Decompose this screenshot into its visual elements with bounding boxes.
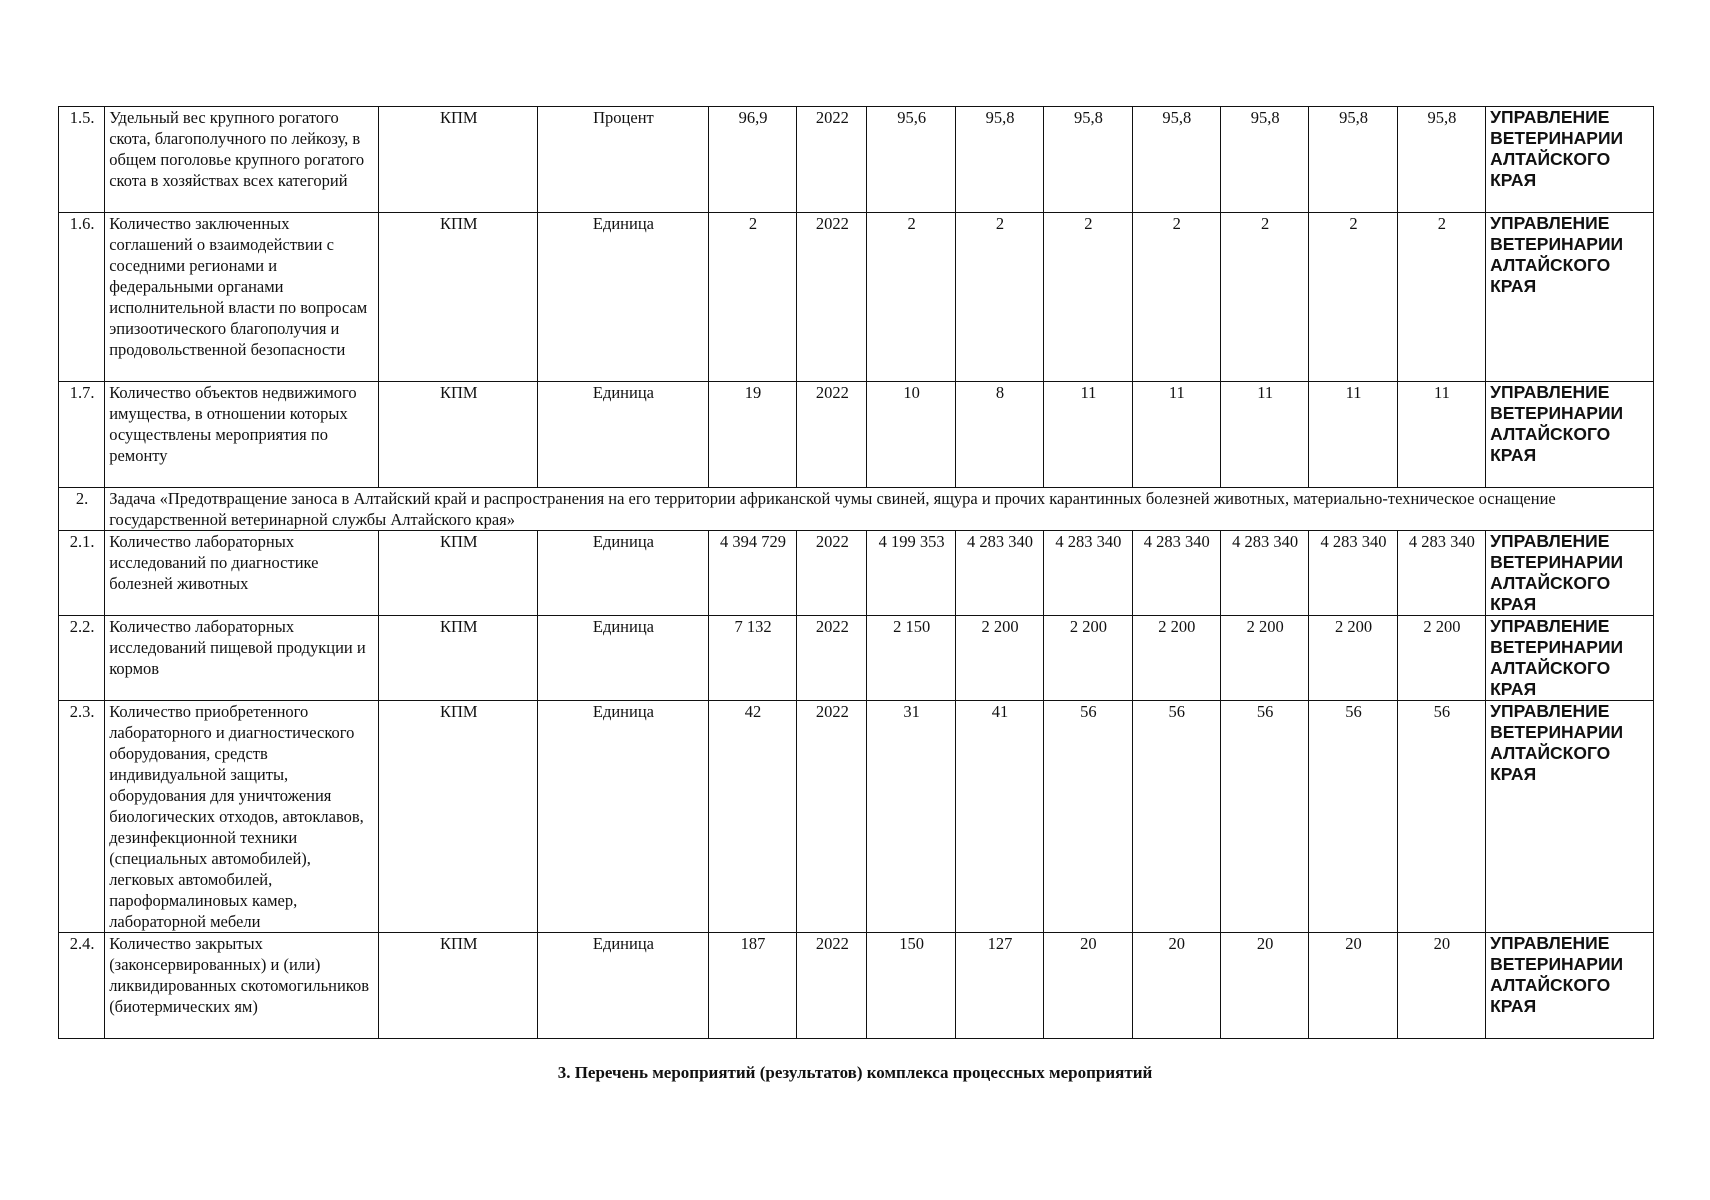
value-cell: 2 [1397,213,1485,382]
value-cell: 41 [955,701,1043,933]
value-cell: 10 [867,382,955,488]
row-number: 2.4. [59,933,105,1039]
responsible-org: УПРАВЛЕНИЕ ВЕТЕРИНАРИИ АЛТАЙСКОГО КРАЯ [1486,531,1654,616]
table-row [59,933,1654,1039]
base-year: 2022 [797,213,867,382]
base-value: 4 394 729 [708,531,796,616]
value-cell: 2 [1309,213,1397,382]
value-cell: 127 [955,933,1043,1039]
unit-cell: Единица [538,531,709,616]
value-cell: 2 [867,213,955,382]
value-cell: 95,8 [1309,107,1397,213]
value-cell: 4 283 340 [1220,531,1308,616]
value-cell: 4 199 353 [867,531,955,616]
value-cell: 20 [1220,933,1308,1039]
value-cell: 11 [1132,382,1220,488]
value-cell: 2 200 [1309,616,1397,701]
table-row [59,213,1654,382]
base-year: 2022 [797,531,867,616]
base-value: 19 [708,382,796,488]
base-value: 96,9 [708,107,796,213]
value-cell: 95,6 [867,107,955,213]
indicator-name: Количество приобретенного лабораторного и диагностического оборудования, средств индивидуальной защиты, оборудования для уничтожения биологических отходов, автоклавов, дезинфекционной техники (специальных автомобилей), легковых автомобилей, пароформалиновых камер, лабораторной мебели [105,701,379,933]
indicators-table [58,106,1654,1039]
value-cell: 95,8 [955,107,1043,213]
value-cell: 56 [1397,701,1485,933]
responsible-org: УПРАВЛЕНИЕ ВЕТЕРИНАРИИ АЛТАЙСКОГО КРАЯ [1486,701,1654,933]
base-value: 7 132 [708,616,796,701]
value-cell: 20 [1309,933,1397,1039]
indicator-type: КПМ [379,701,538,933]
value-cell: 11 [1397,382,1485,488]
indicator-type: КПМ [379,107,538,213]
unit-cell: Единица [538,213,709,382]
row-number: 2.1. [59,531,105,616]
row-number: 1.6. [59,213,105,382]
responsible-org: УПРАВЛЕНИЕ ВЕТЕРИНАРИИ АЛТАЙСКОГО КРАЯ [1486,107,1654,213]
task-description: Задача «Предотвращение заноса в Алтайский край и распространения на его территории африканской чумы свиней, ящура и прочих карантинных болезней животных, материально-техническое оснащение государственной ветеринарной службы Алтайского края» [105,488,1654,531]
indicator-name: Количество лабораторных исследований по диагностике болезней животных [105,531,379,616]
indicator-name: Количество объектов недвижимого имущества, в отношении которых осуществлены мероприятия по ремонту [105,382,379,488]
indicator-type: КПМ [379,933,538,1039]
value-cell: 8 [955,382,1043,488]
table-row [59,616,1654,701]
row-number: 2. [59,488,105,531]
base-year: 2022 [797,933,867,1039]
value-cell: 150 [867,933,955,1039]
unit-cell: Процент [538,107,709,213]
indicator-name: Количество закрытых (законсервированных) и (или) ликвидированных скотомогильников (биотермических ям) [105,933,379,1039]
value-cell: 95,8 [1132,107,1220,213]
value-cell: 2 200 [955,616,1043,701]
unit-cell: Единица [538,933,709,1039]
responsible-org: УПРАВЛЕНИЕ ВЕТЕРИНАРИИ АЛТАЙСКОГО КРАЯ [1486,382,1654,488]
value-cell: 20 [1044,933,1132,1039]
base-value: 2 [708,213,796,382]
indicator-type: КПМ [379,382,538,488]
table-row [59,107,1654,213]
value-cell: 2 200 [1397,616,1485,701]
value-cell: 2 200 [1220,616,1308,701]
base-year: 2022 [797,701,867,933]
unit-cell: Единица [538,701,709,933]
base-year: 2022 [797,107,867,213]
value-cell: 56 [1132,701,1220,933]
value-cell: 2 200 [1132,616,1220,701]
row-number: 2.3. [59,701,105,933]
value-cell: 95,8 [1397,107,1485,213]
unit-cell: Единица [538,382,709,488]
row-number: 1.5. [59,107,105,213]
value-cell: 56 [1044,701,1132,933]
unit-cell: Единица [538,616,709,701]
value-cell: 4 283 340 [1397,531,1485,616]
value-cell: 11 [1044,382,1132,488]
value-cell: 31 [867,701,955,933]
table-row [59,531,1654,616]
table-body [59,107,1654,1039]
indicator-type: КПМ [379,213,538,382]
value-cell: 11 [1309,382,1397,488]
value-cell: 2 150 [867,616,955,701]
row-number: 2.2. [59,616,105,701]
indicator-name: Удельный вес крупного рогатого скота, благополучного по лейкозу, в общем поголовье крупного рогатого скота в хозяйствах всех категорий [105,107,379,213]
value-cell: 95,8 [1044,107,1132,213]
value-cell: 2 200 [1044,616,1132,701]
value-cell: 2 [955,213,1043,382]
value-cell: 4 283 340 [1309,531,1397,616]
value-cell: 2 [1044,213,1132,382]
value-cell: 20 [1132,933,1220,1039]
responsible-org: УПРАВЛЕНИЕ ВЕТЕРИНАРИИ АЛТАЙСКОГО КРАЯ [1486,933,1654,1039]
base-year: 2022 [797,616,867,701]
indicator-name: Количество лабораторных исследований пищевой продукции и кормов [105,616,379,701]
value-cell: 4 283 340 [1132,531,1220,616]
value-cell: 11 [1220,382,1308,488]
indicator-type: КПМ [379,531,538,616]
base-value: 187 [708,933,796,1039]
value-cell: 2 [1132,213,1220,382]
value-cell: 95,8 [1220,107,1308,213]
indicator-type: КПМ [379,616,538,701]
task-row [59,488,1654,531]
base-value: 42 [708,701,796,933]
responsible-org: УПРАВЛЕНИЕ ВЕТЕРИНАРИИ АЛТАЙСКОГО КРАЯ [1486,616,1654,701]
table-row [59,382,1654,488]
row-number: 1.7. [59,382,105,488]
value-cell: 4 283 340 [1044,531,1132,616]
indicator-name: Количество заключенных соглашений о взаимодействии с соседними регионами и федеральными органами исполнительной власти по вопросам эпизоотического благополучия и продовольственной безопасности [105,213,379,382]
responsible-org: УПРАВЛЕНИЕ ВЕТЕРИНАРИИ АЛТАЙСКОГО КРАЯ [1486,213,1654,382]
value-cell: 2 [1220,213,1308,382]
value-cell: 56 [1220,701,1308,933]
section-heading: 3. Перечень мероприятий (результатов) комплекса процессных мероприятий [557,1063,1153,1082]
value-cell: 20 [1397,933,1485,1039]
value-cell: 4 283 340 [955,531,1043,616]
base-year: 2022 [797,382,867,488]
table-row [59,701,1654,933]
value-cell: 56 [1309,701,1397,933]
